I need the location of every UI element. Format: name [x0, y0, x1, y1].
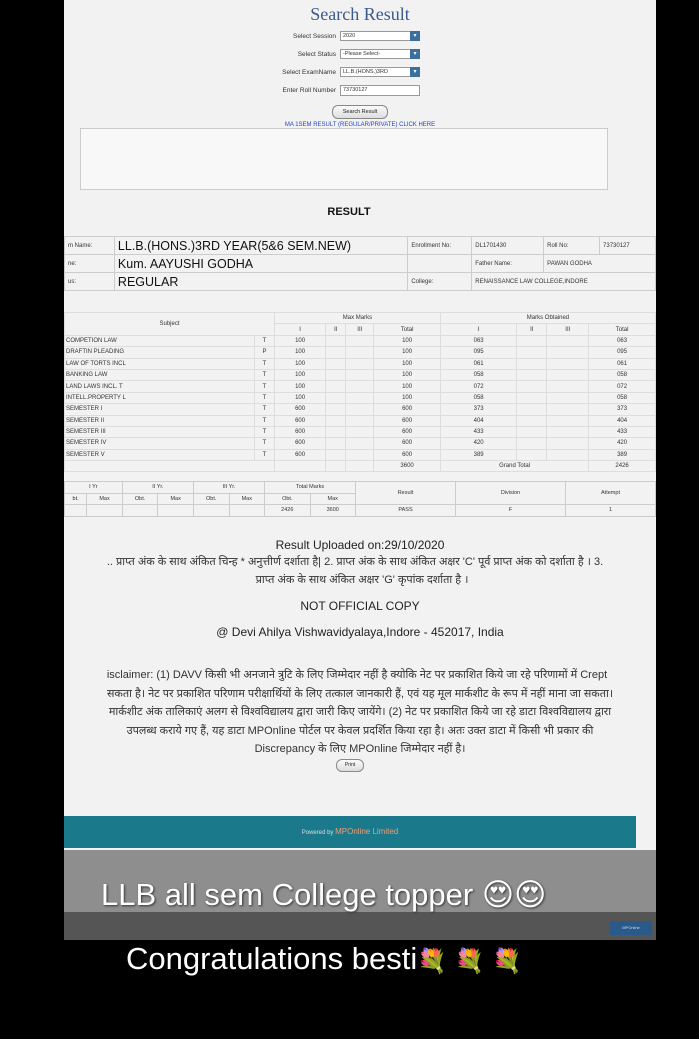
cell-type: T [255, 358, 275, 369]
summary-subheader: Max [310, 493, 356, 505]
cell-obt-i: 063 [440, 335, 516, 346]
cell-max-iii [346, 438, 374, 449]
roll-no-value: 73730127 [600, 237, 656, 255]
cell-type: T [255, 381, 275, 392]
cell-max-i: 100 [275, 347, 326, 358]
exam-select[interactable]: LL.B.(HONS.)3RD ▾ [340, 67, 420, 77]
cell-max-i: 600 [275, 415, 326, 426]
col-header: II [326, 324, 346, 335]
cell-type: T [255, 449, 275, 460]
cell-max-iii [346, 347, 374, 358]
cell-subject: INTELL.PROPERTY L [65, 392, 255, 403]
cell-obt-i: 058 [440, 392, 516, 403]
col-header: I [440, 324, 516, 335]
summary-subheader: Obt. [193, 493, 229, 505]
cell-max-total: 600 [374, 449, 441, 460]
cell-obt-total: 373 [589, 404, 656, 415]
cell-max-ii [326, 449, 346, 460]
exam-name-label: m Name: [65, 237, 115, 255]
cell-max-iii [346, 404, 374, 415]
max-marks-header: Max Marks [275, 313, 441, 324]
cell-max-ii [326, 335, 346, 346]
roll-input[interactable]: 73730127 [340, 85, 420, 96]
summary-subheader: Obt. [265, 493, 310, 505]
cell-obt-iii [547, 381, 589, 392]
attempt-value: 1 [566, 505, 656, 517]
cell-obt-ii [517, 392, 547, 403]
college-label: College: [408, 273, 472, 291]
not-official-notice: NOT OFFICIAL COPY [300, 599, 420, 613]
cell-type: T [255, 404, 275, 415]
cell-max-iii [346, 415, 374, 426]
cell-obt-total: 063 [589, 335, 656, 346]
caption-overlay-dark [64, 912, 656, 940]
cell-type: T [255, 415, 275, 426]
chevron-down-icon: ▾ [410, 67, 420, 77]
father-name: PAWAN GODHA [544, 255, 656, 273]
cell-subject: DRAFTIN PLEADING [65, 347, 255, 358]
cell-type: T [255, 369, 275, 380]
cell-obt-i: 095 [440, 347, 516, 358]
marks-row [65, 404, 656, 415]
grand-total-label: Grand Total [440, 461, 588, 472]
summary-subheader: Obt. [122, 493, 158, 505]
summary-header: Result [356, 482, 456, 505]
summary-header: II Yr. [122, 482, 193, 494]
cell-max-iii [346, 335, 374, 346]
cell-type: T [255, 335, 275, 346]
note-line: प्राप्त अंक के साथ अंकित अक्षर 'G' कृपांक दर्शाता है । [255, 574, 469, 586]
summary-subheader: Max [158, 493, 194, 505]
cell-obt-iii [547, 449, 589, 460]
cell-max-total: 100 [374, 335, 441, 346]
note-line: .. प्राप्त अंक के साथ अंकित चिन्ह * अनुत्तीर्ण दर्शाता है| 2. प्राप्त अंक के साथ अंकित अक्षर 'C' पूर्व प्राप्त अंक को दर्शाता है । 3. [106, 556, 604, 568]
summary-header: Attempt [566, 482, 656, 505]
cell-max-i: 100 [275, 369, 326, 380]
exam-name: LL.B.(HONS.)3RD YEAR(5&6 SEM.NEW) [114, 237, 407, 255]
student-info [64, 236, 656, 291]
ma-result-link[interactable]: MA 1SEM RESULT (REGULAR/PRIVATE) CLICK HERE [284, 122, 436, 128]
cell-obt-iii [547, 335, 589, 346]
cell-obt-iii [547, 404, 589, 415]
cell-max-ii [326, 404, 346, 415]
cell-obt-ii [517, 438, 547, 449]
cell-type: T [255, 392, 275, 403]
cell-max-iii [346, 358, 374, 369]
cell-obt-ii [517, 426, 547, 437]
disclaimer-line: सकता है। नेट पर प्रकाशित परिणाम परीक्षार्थियों के लिए तत्काल जानकारी हैं, एवं यह मूल मार्कशीट के रूप में नहीं माना जा सकता। [106, 687, 614, 700]
cell-obt-total: 072 [589, 381, 656, 392]
marks-row [65, 369, 656, 380]
cell-max-total: 600 [374, 404, 441, 415]
cell-max-ii [326, 347, 346, 358]
screenshot-page [64, 0, 656, 940]
cell-subject: SEMESTER V [65, 449, 255, 460]
heart-eyes-emoji-icon: 😍😍 [481, 877, 547, 913]
total-obtained: 2426 [265, 505, 310, 517]
cell-type: T [255, 438, 275, 449]
session-label: Select Session [293, 32, 336, 40]
cell-obt-ii [517, 449, 547, 460]
cell-max-i: 100 [275, 381, 326, 392]
disclaimer-line: उपलब्ध कराये गए हैं, यह डाटा MPOnline पोर्टल पर केवल प्रदर्शित किया रहा है। अतः उक्त डाटा में किसी भी प्रकार की [126, 724, 594, 737]
cell-subject: LAW OF TORTS INCL [65, 358, 255, 369]
cell-max-i: 100 [275, 392, 326, 403]
cell-max-i: 600 [275, 438, 326, 449]
cell-max-ii [326, 438, 346, 449]
cell-obt-iii [547, 392, 589, 403]
status-label: us: [65, 273, 115, 291]
cell-obt-total: 433 [589, 426, 656, 437]
caption-text: LLB all sem College topper [101, 877, 474, 912]
summary-table [64, 481, 656, 517]
caption-text: Congratulations besti [126, 941, 418, 976]
cell-obt-i: 433 [440, 426, 516, 437]
summary-subheader: bt. [65, 493, 87, 505]
marks-row [65, 381, 656, 392]
col-header: I [275, 324, 326, 335]
marks-row [65, 358, 656, 369]
print-button[interactable]: Print [336, 759, 364, 772]
cell-max-total: 100 [374, 358, 441, 369]
exam-label: Select ExamName [282, 68, 336, 76]
search-form [64, 28, 656, 128]
message-box [80, 128, 608, 190]
cell-subject: SEMESTER I [65, 404, 255, 415]
marks-row [65, 335, 656, 346]
mponline-badge: MPOnline [610, 921, 652, 935]
cell-max-iii [346, 381, 374, 392]
cell-max-ii [326, 369, 346, 380]
cell-subject: SEMESTER III [65, 426, 255, 437]
cell-obt-iii [547, 347, 589, 358]
summary-header: I Yr [65, 482, 123, 494]
cell-obt-ii [517, 347, 547, 358]
father-label: Father Name: [472, 255, 544, 273]
cell-subject: LAND LAWS INCL. T [65, 381, 255, 392]
cell-obt-i: 058 [440, 369, 516, 380]
cell-type: P [255, 347, 275, 358]
cell-obt-i: 404 [440, 415, 516, 426]
result-heading: RESULT [327, 206, 371, 218]
student-status: REGULAR [114, 273, 407, 291]
college-name: RENAISSANCE LAW COLLEGE,INDORE [472, 273, 656, 291]
division-value: F [456, 505, 566, 517]
cell-obt-i: 061 [440, 358, 516, 369]
cell-max-i: 100 [275, 335, 326, 346]
summary-header: Division [456, 482, 566, 505]
cell-obt-ii [517, 335, 547, 346]
cell-max-ii [326, 392, 346, 403]
cell-type: T [255, 426, 275, 437]
cell-max-i: 600 [275, 426, 326, 437]
cell-max-i: 100 [275, 358, 326, 369]
enrollment-value: DL1701430 [472, 237, 544, 255]
cell-obt-ii [517, 369, 547, 380]
cell-max-i: 600 [275, 449, 326, 460]
col-header: Total [589, 324, 656, 335]
cell-max-total: 100 [374, 369, 441, 380]
cell-subject: SEMESTER IV [65, 438, 255, 449]
cell-obt-iii [547, 426, 589, 437]
chevron-down-icon: ▾ [410, 31, 420, 41]
marks-table [64, 312, 656, 472]
bouquet-emoji-icon: 💐 💐 💐 [417, 947, 523, 975]
subject-header: Subject [65, 313, 275, 336]
roll-no-label: Roll No: [544, 237, 600, 255]
cell-max-total: 600 [374, 415, 441, 426]
col-header: II [517, 324, 547, 335]
upload-date: Result Uploaded on:29/10/2020 [275, 538, 445, 552]
total-max: 3600 [310, 505, 356, 517]
cell-obt-iii [547, 415, 589, 426]
cell-obt-total: 061 [589, 358, 656, 369]
col-header: III [547, 324, 589, 335]
cell-obt-ii [517, 358, 547, 369]
roll-label: Enter Roll Number [282, 86, 336, 94]
col-header: Total [374, 324, 441, 335]
mponline-logo: MPOnline Limited [335, 827, 399, 836]
disclaimer-line: isclaimer: (1) DAVV किसी भी अनजाने त्रुटि के लिए जिम्मेदार नहीं है क्योकि नेट पर प्रकाशित किये जा रहे परिणामों में Crept [106, 669, 608, 681]
disclaimer [64, 666, 656, 759]
powered-by: Powered by [301, 830, 334, 836]
cell-max-iii [346, 392, 374, 403]
grand-obtained: 2426 [589, 461, 656, 472]
cell-obt-total: 389 [589, 449, 656, 460]
marks-row [65, 392, 656, 403]
cell-max-iii [346, 449, 374, 460]
cell-max-ii [326, 358, 346, 369]
copyright: @ Devi Ahilya Vishwavidyalaya,Indore - 452017, India [216, 625, 504, 639]
page-title: Search Result [310, 4, 410, 24]
summary-subheader: Max [229, 493, 265, 505]
cell-subject: SEMESTER II [65, 415, 255, 426]
caption-line-1 [0, 877, 699, 913]
cell-obt-total: 404 [589, 415, 656, 426]
cell-max-iii [346, 369, 374, 380]
chevron-down-icon: ▾ [410, 49, 420, 59]
cell-subject: BANKING LAW [65, 369, 255, 380]
cell-max-total: 600 [374, 438, 441, 449]
status-label: Select Status [297, 50, 336, 58]
col-header: III [346, 324, 374, 335]
cell-max-i: 600 [275, 404, 326, 415]
cell-max-iii [346, 426, 374, 437]
cell-max-ii [326, 426, 346, 437]
disclaimer-line: मार्कशीट अंक तालिकाएं अलग से विश्वविद्यालय द्वारा जारी किए जायेंगे। (2) नेट पर प्रकाशित किये जा रहे डाटा विश्वविद्यालय द्वारा [108, 706, 612, 718]
marks-row [65, 449, 656, 460]
cell-max-total: 100 [374, 392, 441, 403]
cell-obt-iii [547, 438, 589, 449]
search-result-button[interactable]: Search Result [332, 105, 389, 119]
cell-max-total: 100 [374, 347, 441, 358]
result-value: PASS [356, 505, 456, 517]
status-select[interactable]: -Please Select- ▾ [340, 49, 420, 59]
cell-max-ii [326, 381, 346, 392]
enrollment-label: Enrollment No: [408, 237, 472, 255]
footer [64, 816, 636, 848]
session-select[interactable]: 2020 ▾ [340, 31, 420, 41]
marks-row [65, 426, 656, 437]
summary-header: Total Marks [265, 482, 356, 494]
name-label: ne: [65, 255, 115, 273]
cell-subject: COMPETION LAW [65, 335, 255, 346]
cell-obt-ii [517, 381, 547, 392]
cell-max-ii [326, 415, 346, 426]
cell-obt-total: 058 [589, 392, 656, 403]
cell-obt-ii [517, 404, 547, 415]
marks-obtained-header: Marks Obtained [440, 313, 655, 324]
cell-max-total: 100 [374, 381, 441, 392]
student-name: Kum. AAYUSHI GODHA [114, 255, 407, 273]
marks-row [65, 415, 656, 426]
marks-row [65, 438, 656, 449]
grand-max: 3600 [374, 461, 441, 472]
marks-row [65, 347, 656, 358]
cell-obt-ii [517, 415, 547, 426]
cell-obt-total: 420 [589, 438, 656, 449]
summary-header: III Yr. [193, 482, 264, 494]
notes [72, 553, 652, 589]
cell-obt-iii [547, 369, 589, 380]
cell-max-total: 600 [374, 426, 441, 437]
cell-obt-total: 058 [589, 369, 656, 380]
summary-subheader: Max [87, 493, 123, 505]
cell-obt-i: 072 [440, 381, 516, 392]
cell-obt-i: 373 [440, 404, 516, 415]
disclaimer-line: Discrepancy के लिए MPOnline जिम्मेदार नहीं है। [254, 743, 466, 755]
cell-obt-iii [547, 358, 589, 369]
cell-obt-i: 420 [440, 438, 516, 449]
caption-line-2 [0, 941, 699, 977]
cell-obt-i: 389 [440, 449, 516, 460]
cell-obt-total: 095 [589, 347, 656, 358]
